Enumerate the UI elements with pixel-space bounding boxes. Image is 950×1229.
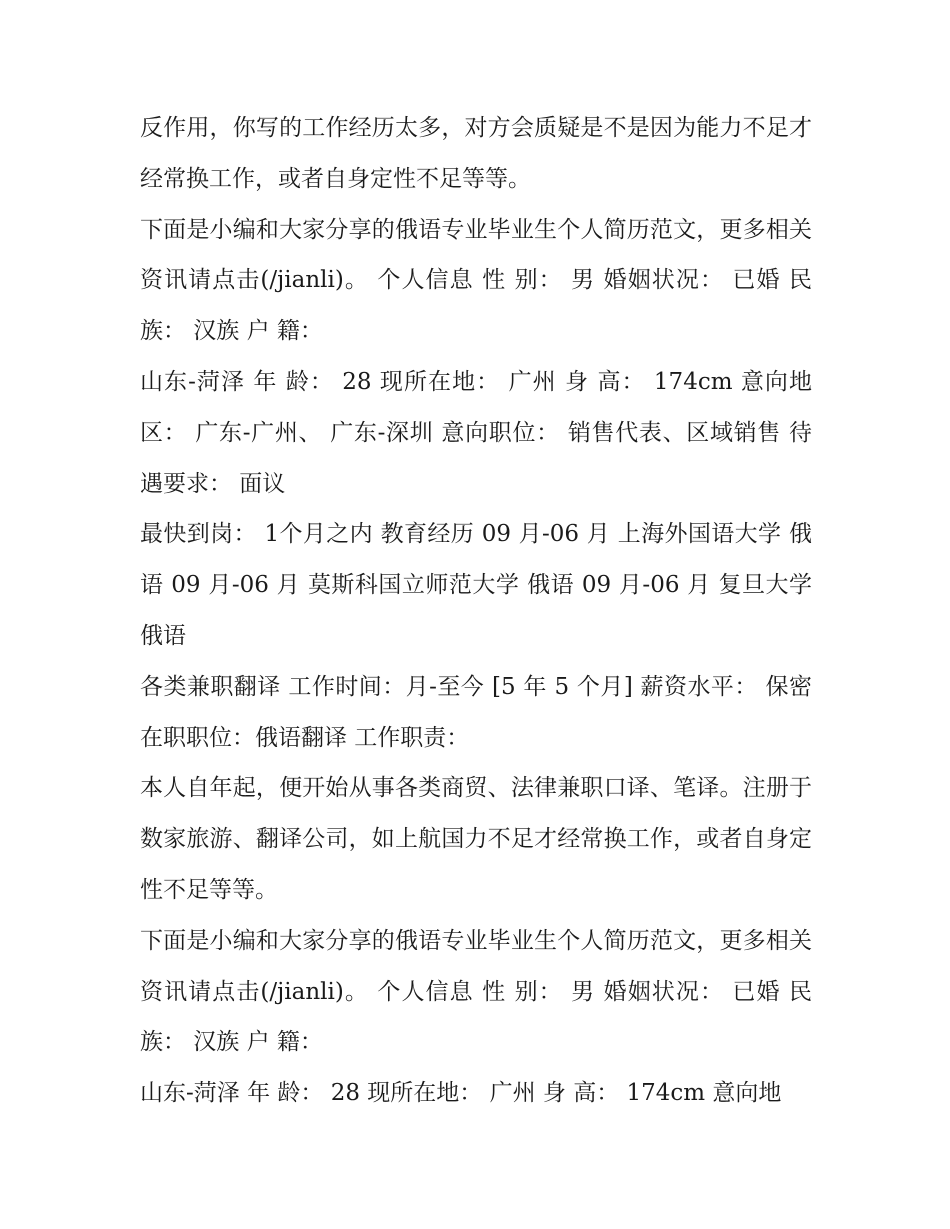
paragraph-personal-info-repeat: 山东-菏泽 年 龄： 28 现所在地： 广州 身 高： 174cm 意向地 — [140, 1080, 782, 1107]
paragraph-intro-continuation: 反作用，你写的工作经历太多，对方会质疑是不是因为能力不足才经常换工作，或者自身定性不足等等。 — [140, 115, 812, 192]
paragraph-work-duties: 本人自年起，便开始从事各类商贸、法律兼职口译、笔译。注册于数家旅游、翻译公司，如上航国力不足才经常换工作，或者自身定性不足等等。 — [140, 775, 812, 903]
paragraph-personal-info: 山东-菏泽 年 龄： 28 现所在地： 广州 身 高： 174cm 意向地区： 广东-广州、 广东-深圳 意向职位： 销售代表、区域销售 待遇要求： 面议 — [140, 368, 812, 497]
document-body — [140, 103, 812, 1119]
paragraph-resume-intro: 下面是小编和大家分享的俄语专业毕业生个人简历范文，更多相关资讯请点击(/jianli)。 个人信息 性 别： 男 婚姻状况： 已婚 民 族： 汉族 户 籍： — [140, 216, 812, 345]
paragraph-education: 最快到岗： 1个月之内 教育经历 09 月-06 月 上海外国语大学 俄语 09 月-06 月 莫斯科国立师范大学 俄语 09 月-06 月 复旦大学 俄语 — [140, 521, 812, 649]
paragraph-work-experience: 各类兼职翻译 工作时间：月-至今 [5 年 5 个月] 薪资水平： 保密 在职职位：俄语翻译 工作职责： — [140, 673, 812, 751]
paragraph-resume-intro-repeat: 下面是小编和大家分享的俄语专业毕业生个人简历范文，更多相关资讯请点击(/jianli)。 个人信息 性 别： 男 婚姻状况： 已婚 民 族： 汉族 户 籍： — [140, 927, 812, 1056]
